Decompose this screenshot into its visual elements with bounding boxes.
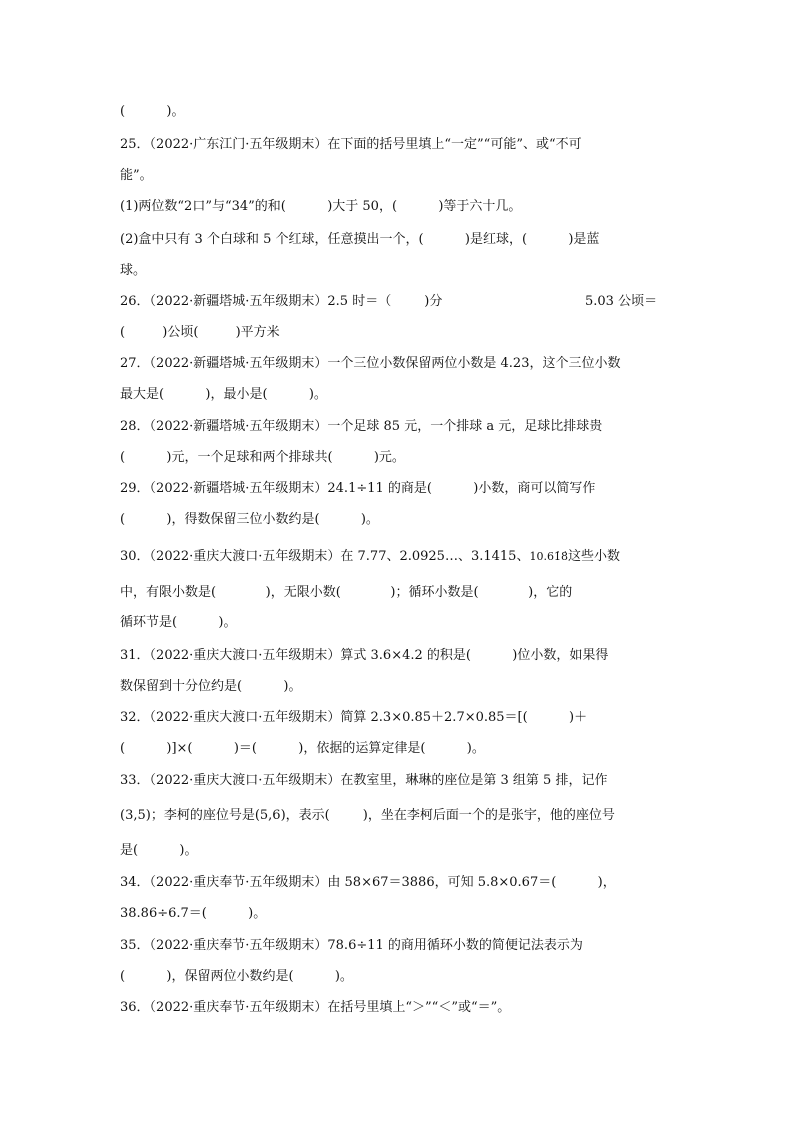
text-line: (3,5)；李柯的座位号是(5,6)，表示( )，坐在李柯后面一个的是张宇，他的座位号	[120, 808, 615, 823]
question-34: 34．（2022·重庆奉节·五年级期末）由 58×67＝3886，可知 5.8×0.67＝( )，	[120, 875, 616, 890]
text-line: 球。	[120, 263, 147, 278]
question-29: 29．（2022·新疆塔城·五年级期末）24.1÷11 的商是( )小数，商可以简写作	[120, 481, 596, 496]
question-33: 33．（2022·重庆大渡口·五年级期末）在教室里，琳琳的座位是第 3 组第 5 排，记作	[120, 773, 608, 788]
question-35: 35．（2022·重庆奉节·五年级期末）78.6÷11 的商用循环小数的简便记法表示为	[120, 938, 583, 953]
question-25: 25．（2022·广东江门·五年级期末）在下面的括号里填上“一定”“可能”、或“不可	[120, 137, 582, 152]
text-line: 能”。	[120, 168, 153, 183]
text-line: 中，有限小数是( )，无限小数( )；循环小数是( )，它的	[120, 585, 573, 600]
text-line: 38.86÷6.7＝( )。	[120, 906, 267, 921]
text-line: 数保留到十分位约是( )。	[120, 679, 302, 694]
text-line: ( )]×( )＝( )，依据的运算定律是( )。	[120, 741, 485, 756]
q26-right-text: 5.03 公顷＝	[585, 294, 658, 309]
question-26: 26．（2022·新疆塔城·五年级期末）2.5 时＝（ )分	[120, 294, 443, 309]
text-line: 最大是( )，最小是( )。	[120, 387, 327, 402]
text-line: ( )，保留两位小数约是( )。	[120, 969, 353, 984]
question-27: 27．（2022·新疆塔城·五年级期末）一个三位小数保留两位小数是 4.23，这个三位小数	[120, 356, 621, 371]
question-32: 32．（2022·重庆大渡口·五年级期末）简算 2.3×0.85＋2.7×0.85＝[( )＋	[120, 710, 588, 725]
text-line: ( )公顷( )平方米	[120, 325, 280, 340]
text-line: ( )。	[120, 104, 185, 119]
question-31: 31．（2022·重庆大渡口·五年级期末）算式 3.6×4.2 的积是( )位小数，如果得	[120, 648, 609, 663]
question-36: 36．（2022·重庆奉节·五年级期末）在括号里填上“＞”“＜”或“＝”。	[120, 1000, 511, 1015]
text-line: 循环节是( )。	[120, 615, 237, 630]
text-line: ( )，得数保留三位小数约是( )。	[120, 512, 379, 527]
text-line: 是( )。	[120, 843, 198, 858]
q30-text: 30．（2022·重庆大渡口·五年级期末）在 7.77、2.0925…、3.1415、	[120, 549, 530, 564]
question-28: 28．（2022·新疆塔城·五年级期末）一个足球 85 元，一个排球 a 元，足球比排球贵	[120, 419, 603, 434]
text-line: (2)盒中只有 3 个白球和 5 个红球，任意摸出一个，( )是红球，( )是蓝	[120, 232, 600, 247]
question-30	[120, 548, 620, 566]
q30-decimal: 10.6	[529, 550, 554, 563]
text-line: (1)两位数“2口”与“34”的和( )大于 50，( )等于六十几。	[120, 199, 522, 214]
text-line: ( )元，一个足球和两个排球共( )元。	[120, 450, 405, 465]
q30-repeating-digits: 1̇8̇	[553, 550, 568, 563]
q30-tail-text: 这些小数	[567, 549, 620, 564]
